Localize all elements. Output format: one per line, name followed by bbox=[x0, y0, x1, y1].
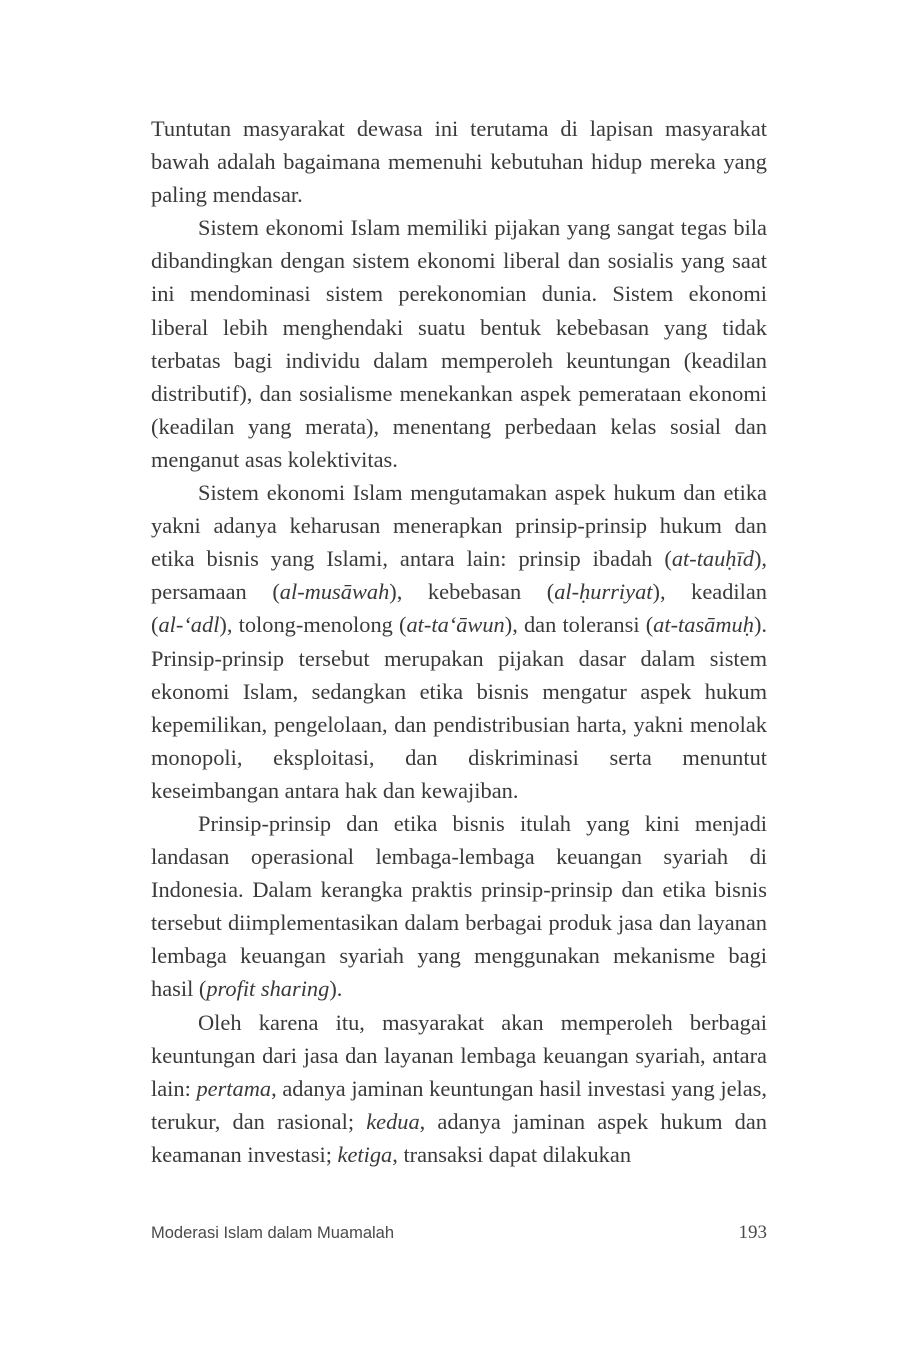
italic-term: pertama bbox=[196, 1075, 272, 1101]
text-segment: , adanya jaminan keuntungan hasil investasi yang jelas, terukur, dan rasional; bbox=[151, 1075, 767, 1134]
paragraph-1 bbox=[151, 112, 767, 211]
body-text bbox=[151, 112, 767, 1171]
italic-term: at-tauḥīd bbox=[671, 546, 754, 572]
page-number: 193 bbox=[738, 1222, 767, 1243]
text-segment: ), keadilan ( bbox=[151, 579, 767, 638]
paragraph-2 bbox=[151, 211, 767, 476]
italic-term: profit sharing bbox=[206, 976, 330, 1002]
italic-term: al-musāwah bbox=[279, 579, 390, 605]
text-segment: , adanya jaminan aspek hukum dan keamanan investasi; bbox=[151, 1108, 767, 1167]
running-footer-title: Moderasi Islam dalam Muamalah bbox=[151, 1224, 395, 1242]
text-segment: ). Prinsip-prinsip tersebut merupakan pijakan dasar dalam sistem ekonomi Islam, sedangkan etika bisnis mengatur aspek hukum kepemilikan, pengelolaan, dan pendistribusian harta, yakni menolak monopoli, eksploitasi, dan diskriminasi serta menuntut keseimbangan antara hak dan kewajiban. bbox=[151, 612, 767, 803]
text-segment: Prinsip-prinsip dan etika bisnis itulah yang kini menjadi landasan operasional lembaga-lembaga keuangan syariah di Indonesia. Dalam kerangka praktis prinsip-prinsip dan etika bisnis tersebut diimplementasikan dalam berbagai produk jasa dan layanan lembaga keuangan syariah yang menggunakan mekanisme bagi hasil ( bbox=[151, 810, 767, 1002]
text-segment: Oleh karena itu, masyarakat akan memperoleh berbagai keuntungan dari jasa dan layanan lembaga keuangan syariah, antara lain: bbox=[151, 1009, 767, 1101]
page-footer bbox=[151, 1224, 767, 1248]
text-segment: Sistem ekonomi Islam memiliki pijakan yang sangat tegas bila dibandingkan dengan sistem ekonomi liberal dan sosialis yang saat ini mendominasi sistem perekonomian dunia. Sistem ekonomi liberal lebih menghendaki suatu bentuk kebebasan yang tidak terbatas bagi individu dalam memperoleh keuntungan (keadilan distributif), dan sosialisme menekankan aspek pemerataan ekonomi (keadilan yang merata), menentang perbedaan kelas sosial dan menganut asas kolektivitas. bbox=[151, 215, 767, 472]
italic-term: kedua bbox=[366, 1108, 420, 1134]
paragraph-5 bbox=[151, 1006, 767, 1171]
text-segment: ), dan toleransi ( bbox=[504, 612, 654, 638]
text-segment: ), persamaan ( bbox=[151, 546, 767, 605]
italic-term: ketiga bbox=[337, 1141, 393, 1167]
text-segment: Sistem ekonomi Islam mengutamakan aspek hukum dan etika yakni adanya keharusan menerapkan prinsip-prinsip hukum dan etika bisnis yang Islami, antara lain: prinsip ibadah ( bbox=[151, 480, 767, 572]
text-segment: ), kebebasan ( bbox=[389, 579, 555, 605]
text-segment: ). bbox=[329, 976, 343, 1002]
italic-term: at-ta‘āwun bbox=[406, 612, 505, 638]
italic-term: at-tasāmuḥ bbox=[653, 612, 754, 638]
italic-term: al-‘adl bbox=[158, 612, 220, 638]
text-segment: ), tolong-menolong ( bbox=[219, 612, 407, 638]
text-segment: , transaksi dapat dilakukan bbox=[392, 1141, 632, 1167]
paragraph-4 bbox=[151, 807, 767, 1006]
paragraph-3 bbox=[151, 476, 767, 807]
italic-term: al-ḥurriyat bbox=[554, 579, 653, 605]
text-segment: Tuntutan masyarakat dewasa ini terutama di lapisan masyarakat bawah adalah bagaimana memenuhi kebutuhan hidup mereka yang paling mendasar. bbox=[151, 116, 767, 208]
